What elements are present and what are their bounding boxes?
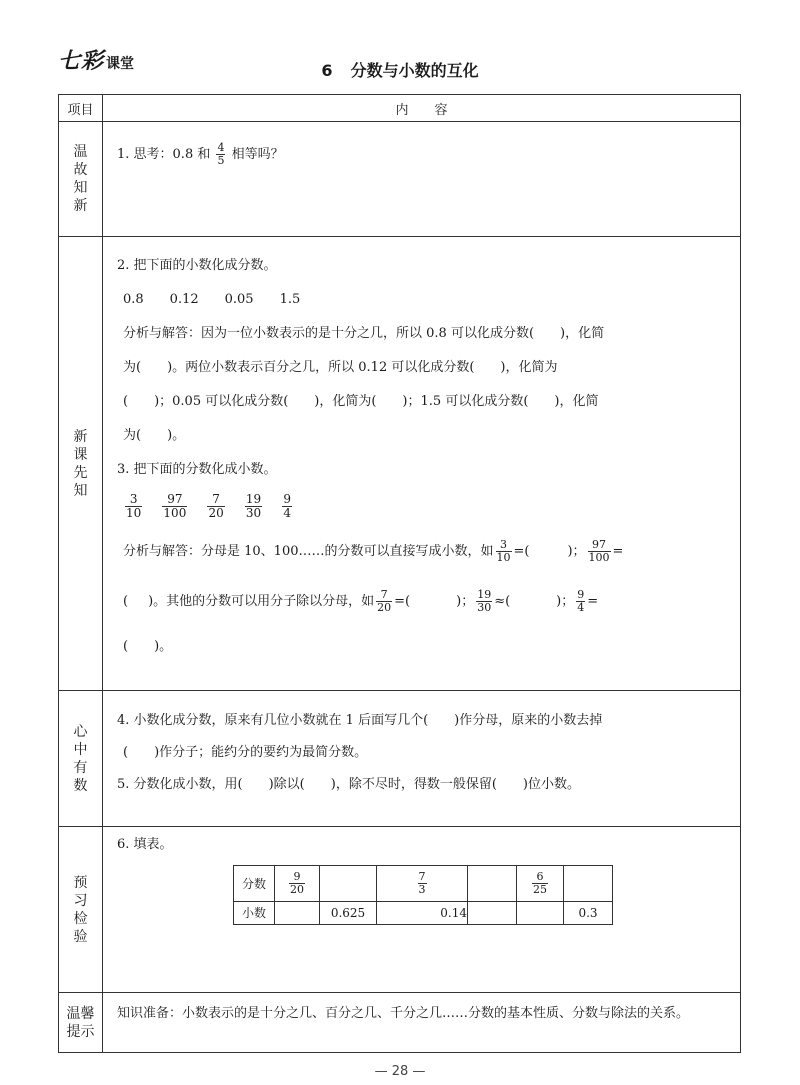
worksheet-table xyxy=(58,94,741,1053)
fraction: $\frac{7}{20}$ xyxy=(208,492,224,520)
table-cell-blank[interactable] xyxy=(564,866,613,902)
table-cell: 0.3 xyxy=(564,902,613,925)
section-label-practice: 预习检验 xyxy=(59,827,103,993)
fraction: $\frac{4}{5}$ xyxy=(217,141,225,167)
question-6-title: 6. 填表。 xyxy=(117,837,173,852)
fraction: $\frac{3}{10}$ xyxy=(496,538,511,564)
question-3-answer-line: ( )。 xyxy=(123,639,173,654)
section-practice xyxy=(59,827,741,993)
section-label-preview: 新课先知 xyxy=(59,237,103,691)
section-review xyxy=(59,122,741,237)
fraction: $\frac{19}{30}$ xyxy=(245,492,262,520)
header-col-content: 内 容 xyxy=(103,95,741,122)
section-tip xyxy=(59,993,741,1053)
header-col-item: 项目 xyxy=(59,95,103,122)
question-2-line: 为( )。 xyxy=(123,428,186,443)
question-2-line: ( )；0.05 可以化成分数( )，化简为( )；1.5 可以化成分数( )，化简 xyxy=(123,394,599,409)
tip-text: 知识准备：小数表示的是十分之几、百分之几、千分之几……分数的基本性质、分数与除法的关系。 xyxy=(117,1006,690,1021)
question-3-answer-line: ( )。其他的分数可以用分子除以分母，如 $\frac{7}{20}$ =( )； $\frac{19}{30}$ ≈( )； $\frac{9}{4}$ = xyxy=(123,588,599,614)
fraction: $\frac{9}{4}$ xyxy=(283,492,291,520)
row-label-decimal: 小数 xyxy=(234,902,275,925)
section-content-tip xyxy=(103,993,741,1053)
question-2-numbers: 0.8 0.12 0.05 1.5 xyxy=(123,292,301,307)
section-label-tip: 温馨提示 xyxy=(59,993,103,1053)
table-cell-blank[interactable] xyxy=(468,866,517,902)
table-header-row xyxy=(59,95,741,122)
lesson-title: 分数与小数的互化 xyxy=(350,61,479,80)
fraction: $\frac{97}{100}$ xyxy=(588,538,610,564)
table-cell-blank[interactable] xyxy=(468,902,517,925)
table-cell-blank[interactable] xyxy=(275,902,320,925)
section-content-practice xyxy=(103,827,741,993)
brand-logo-text: 七彩 xyxy=(58,49,105,74)
page-number: — 28 — xyxy=(374,1064,426,1079)
table-cell: $\frac{9}{20}$ xyxy=(275,866,320,902)
table-cell-blank[interactable] xyxy=(517,902,564,925)
question-4-line: ( )作分子；能约分的要约为最简分数。 xyxy=(123,745,368,760)
section-content-review xyxy=(103,122,741,237)
question-3-answer-line: 分析与解答：分母是 10、100……的分数可以直接写成小数，如 $\frac{3}{10}$ =( )； $\frac{97}{100}$ = xyxy=(123,538,624,564)
table-cell: $\frac{6}{25}$ xyxy=(517,866,564,902)
table-cell: 0.14 xyxy=(377,902,468,925)
table-cell: 0.625 xyxy=(320,902,377,925)
question-3-title: 3. 把下面的分数化成小数。 xyxy=(117,462,277,477)
section-preview xyxy=(59,237,741,691)
question-2-title: 2. 把下面的小数化成分数。 xyxy=(117,258,277,273)
section-content-preview xyxy=(103,237,741,691)
table-row xyxy=(234,866,613,902)
question-1: 1. 思考：0.8 和 $\frac{4}{5}$ 相等吗？ xyxy=(117,141,284,167)
question-2-line: 为( )。两位小数表示百分之几，所以 0.12 可以化成分数( )，化简为 xyxy=(123,360,558,375)
fraction: $\frac{9}{4}$ xyxy=(577,588,585,614)
page-title xyxy=(0,58,800,81)
question-3-fractions xyxy=(117,487,728,527)
table-cell-blank[interactable] xyxy=(320,866,377,902)
question-5: 5. 分数化成小数，用( )除以( )，除不尽时，得数一般保留( )位小数。 xyxy=(117,777,580,792)
question-2-line: 分析与解答：因为一位小数表示的是十分之几，所以 0.8 可以化成分数( )，化简 xyxy=(123,326,605,341)
table-row xyxy=(234,902,613,925)
table-cell: $\frac{7}{3}$ xyxy=(377,866,468,902)
fraction: $\frac{3}{10}$ xyxy=(126,492,142,520)
section-content-summary xyxy=(103,691,741,827)
question-4-line: 4. 小数化成分数，原来有几位小数就在 1 后面写几个( )作分母，原来的小数去掉 xyxy=(117,713,603,728)
brand-subtitle: 课堂 xyxy=(106,56,135,72)
row-label-fraction: 分数 xyxy=(234,866,275,902)
section-label-review: 温故知新 xyxy=(59,122,103,237)
fill-table xyxy=(233,865,613,925)
section-label-summary: 心中有数 xyxy=(59,691,103,827)
fraction: $\frac{97}{100}$ xyxy=(163,492,187,520)
fraction: $\frac{7}{20}$ xyxy=(377,588,392,614)
lesson-number: 6 xyxy=(321,61,333,80)
fraction: $\frac{19}{30}$ xyxy=(477,588,492,614)
section-summary xyxy=(59,691,741,827)
